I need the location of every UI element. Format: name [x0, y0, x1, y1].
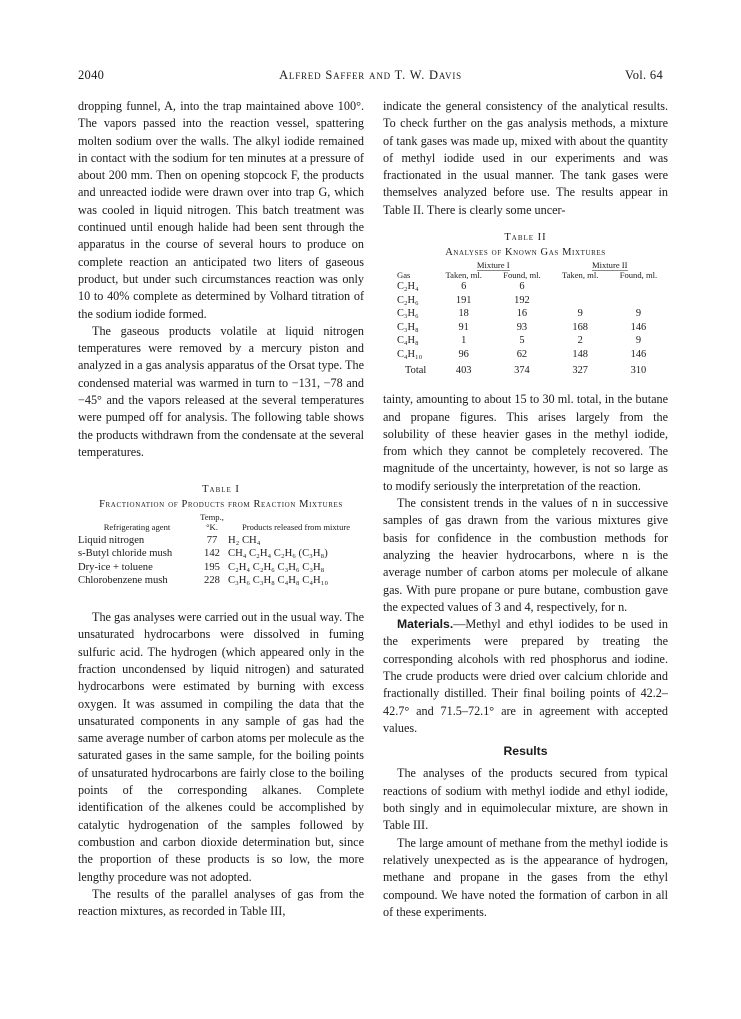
table-cell: 146 [630, 349, 647, 361]
table-cell: 16 [516, 308, 528, 320]
table-label: Table II [504, 232, 547, 244]
table-cell: 18 [458, 308, 469, 320]
right-column [383, 98, 668, 921]
column-header: Temp., °K. [200, 512, 224, 532]
table-cell [551, 280, 608, 294]
section-heading: Results [503, 744, 548, 759]
table-cell: C₂H₄ [397, 281, 419, 293]
table-row [383, 321, 668, 335]
table-cell [609, 294, 668, 308]
table-cell: Dry-ice + toluene [78, 561, 153, 573]
table-row [383, 280, 668, 294]
table-cell: 192 [514, 294, 530, 306]
table-row [383, 294, 668, 308]
column-header: Products released from mixture [241, 521, 351, 532]
table-label: Table I [202, 484, 240, 496]
fractionation-table [78, 513, 364, 587]
paragraph: tainty, amounting to about 15 to 30 ml. total, in the butane and propane figures. This arises largely from the solubility of these heavier gases in the methyl iodide, from which they cannot be completely recovered. The magnitude of the uncertainty, however, is not so large as to modify seriously the interpretation of the reaction. [383, 392, 668, 493]
table-cell: C₃H₈ [397, 321, 419, 333]
page-number: 2040 [78, 68, 105, 82]
volume-label: Vol. 64 [625, 68, 663, 82]
running-title: Alfred Saffer and T. W. Davis [279, 68, 462, 82]
table-row [78, 561, 364, 574]
column-header: Taken, ml. [445, 269, 482, 280]
run-in-heading: Materials. [397, 617, 454, 632]
group-header: Mixture I [476, 260, 510, 271]
table-cell: 62 [516, 349, 528, 361]
table-cell: 2 [577, 335, 583, 347]
table-cell: 96 [458, 349, 469, 361]
table-cell: 5 [519, 335, 525, 347]
table-cell: 6 [461, 281, 467, 293]
paragraph: The results of the parallel analyses of gas from the reaction mixtures, as recorded in Table III, [78, 886, 364, 919]
table-cell: C₃H₆ [397, 308, 419, 320]
column-header: Refrigerating agent [103, 521, 171, 532]
table-cell: 191 [455, 294, 472, 306]
table-row [383, 348, 668, 362]
table-row [78, 547, 364, 560]
table-cell: Total [405, 364, 427, 376]
table-cell: 91 [458, 321, 469, 333]
table-cell: 195 [204, 561, 220, 573]
table-title: Fractionation of Products from Reaction Mixtures [99, 499, 343, 511]
table-cell: 310 [630, 364, 647, 376]
table-cell: CH₄ C₂H₄ C₂H₆ (C₃H₈) [228, 548, 328, 560]
table-cell: C₃H₆ C₃H₈ C₄H₈ C₄H₁₀ [228, 574, 329, 586]
table-cell: 6 [519, 281, 525, 293]
table-row [78, 574, 364, 587]
table-cell: 93 [516, 321, 528, 333]
table-row [78, 534, 364, 547]
column-header: Taken, ml. [561, 269, 599, 280]
column-header: Found, ml. [503, 269, 541, 280]
table-row [383, 307, 668, 321]
paragraph: The consistent trends in the values of n in successive samples of gas drawn from the various mixtures give basis for confidence in the combustion methods for analyzing the heavier hydrocarbons, where n is the average number of carbon atoms per molecule of alkane gas. With pure propane or pure butane, combustion gave the expected values of 3 and 4, respectively, for n. [383, 496, 668, 614]
table-cell: 148 [572, 349, 588, 361]
table-cell: s-Butyl chloride mush [78, 548, 173, 560]
table-cell: C₄H₈ [397, 335, 419, 347]
page-header [78, 68, 663, 86]
table-total-row [383, 362, 668, 378]
materials-paragraph [383, 616, 668, 737]
table-cell: 327 [572, 364, 588, 376]
table-cell: 146 [630, 321, 647, 333]
table-cell: 168 [572, 321, 588, 333]
table-cell: C₂H₆ [397, 294, 419, 306]
paragraph: dropping funnel, A, into the trap maintained above 100°. The vapors passed into the reaction vessel, spattering molten sodium over the walls. The alkyl iodide remained in contact with the sodium for ten minutes at a pressure of about 200 mm. Then on opening stopcock F, the products and unreacted iodide were drawn over into trap G, which was cooled in liquid nitrogen. This batch treatment was continued until enough halide had been sent through the apparatus in the course of several hours to produce on complete reaction an anticipated two liters of gaseous product, but under such circumstances reaction was only 10 to 40% complete as determined by Volhard titration of the sodium iodide formed. [78, 99, 364, 321]
table-cell: 9 [577, 308, 583, 320]
group-header: Mixture II [591, 260, 628, 271]
table-cell: 403 [455, 364, 472, 376]
paragraph-text: —Methyl and ethyl iodides to be used in the experiments were prepared by treating the corresponding alcohols with red phosphorus and iodine. The crude products were dried over calcium chloride and fractionally distilled. Their final boiling points of 42.2–42.7° and 71.5–72.1° are in agreement with accepted values. [383, 617, 668, 735]
table-cell: Liquid nitrogen [78, 535, 145, 547]
table-cell: 77 [206, 535, 218, 547]
table-cell: Chlorobenzene mush [78, 574, 168, 586]
table-cell: 9 [635, 335, 642, 347]
paragraph: The large amount of methane from the methyl iodide is relatively unexpected as is the appearance of hydrogen, methane and propane in the gases from the ethyl compound. We have noted the formation of carbon in all of these experiments. [383, 835, 668, 919]
paragraph: indicate the general consistency of the analytical results. To check further on the gas analysis methods, a mixture of tank gases was made up, mixed with about the quantity of methyl iodide used in our experiments and was fractionated in the usual manner. The tank gases were themselves analyzed before use. The results appear in Table II. There is clearly some uncer- [383, 99, 668, 217]
known-gas-mixtures-table [383, 261, 668, 377]
column-header: Gas [397, 269, 411, 280]
table-cell [551, 294, 608, 308]
table-cell [609, 280, 668, 294]
table-cell: 228 [204, 574, 220, 586]
left-column [78, 98, 364, 920]
table-cell: 374 [514, 364, 530, 376]
table-cell: 1 [461, 335, 467, 347]
table-cell: 9 [635, 308, 642, 320]
column-header: Found, ml. [619, 269, 658, 280]
table-cell: H₂ CH₄ [228, 535, 261, 547]
paragraph: The gaseous products volatile at liquid nitrogen temperatures were removed by a mercury piston and analyzed in a gas analysis apparatus of the Orsat type. The condensed material was warmed in turn to −131, −78 and −45° and the vapors released at the several temperatures were pumped off for analysis. The following table shows the products withdrawn from the condensate at the several temperatures. [78, 323, 364, 459]
table-cell: C₂H₄ C₂H₆ C₃H₆ C₃H₈ [228, 561, 325, 573]
table-row [383, 334, 668, 348]
table-title: Analyses of Known Gas Mixtures [445, 247, 606, 259]
paragraph: The gas analyses were carried out in the usual way. The unsaturated hydrocarbons were dissolved in fuming sulfuric acid. The hydrogen (which appeared only in the fraction uncondensed by liquid nitrogen) and saturated hydrocarbons were estimated by burning with excess oxygen. It was assumed in compiling the data that the unsaturated components in any sample of gas had the same average number of carbon atoms per molecule as the saturated gases in the same sample, for the boiling points of unsaturated hydrocarbons are fairly close to the boiling points of the corresponding alkanes. Complete identification of the alkenes could be accomplished by catalytic hydrogenation of the samples followed by combustion and carbon dioxide determination but, since the proportion of these products is so low, the more lengthy procedure was not adopted. [78, 610, 364, 884]
table-cell: 142 [204, 548, 220, 560]
table-cell: C₄H₁₀ [397, 349, 423, 361]
paragraph: The analyses of the products secured from typical reactions of sodium with methyl iodide and ethyl iodide, both singly and in equimolecular mixture, are shown in Table III. [383, 766, 668, 833]
